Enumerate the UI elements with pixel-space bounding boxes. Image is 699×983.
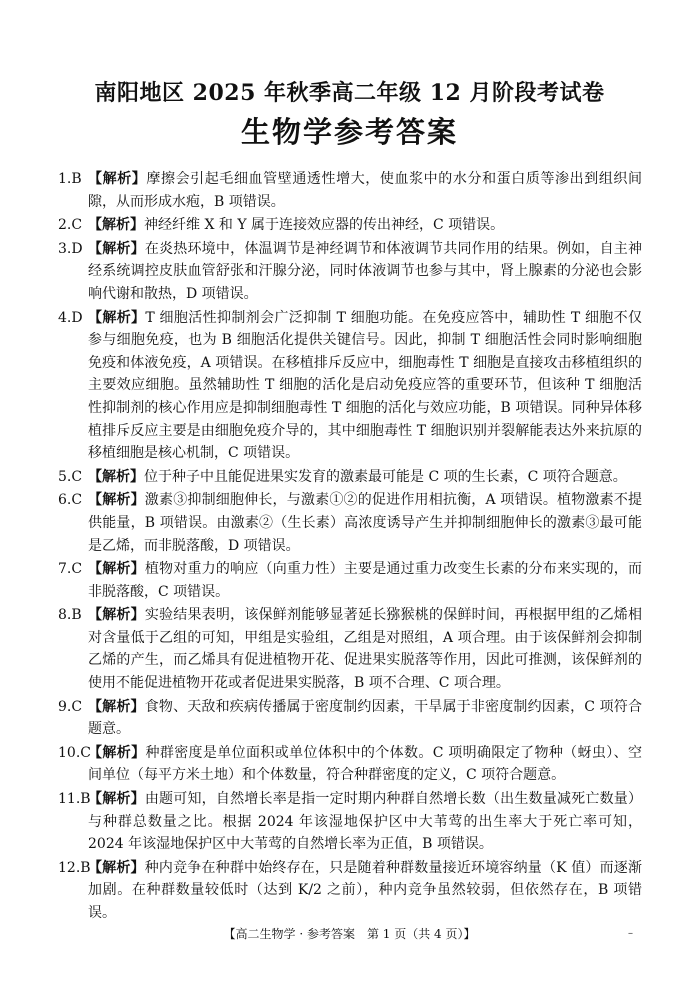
answer-item-10 bbox=[58, 742, 642, 787]
answer-item-3 bbox=[58, 238, 642, 306]
analysis-tag: 【解析】 bbox=[88, 309, 146, 326]
item-number: 9.C bbox=[58, 698, 83, 715]
item-number: 10.C bbox=[58, 744, 91, 761]
answer-item-11 bbox=[58, 788, 642, 856]
analysis-text: 种内竞争在种群中始终存在，只是随着种群数量接近环境容纳量（K 值）而逐渐加剧。在种群数量较低时（达到 K/2 之前），种内竞争虽然较弱，但依然存在，B 项错误。 bbox=[88, 859, 642, 921]
item-number: 7.C bbox=[58, 561, 83, 578]
analysis-tag: 【解析】 bbox=[88, 217, 144, 234]
analysis-tag: 【解析】 bbox=[88, 744, 146, 761]
exam-title: 南阳地区 2025 年秋季高二年级 12 月阶段考试卷 bbox=[94, 80, 605, 106]
analysis-text: T 细胞活性抑制剂会广泛抑制 T 细胞功能。在免疫应答中，辅助性 T 细胞不仅参与细胞免疫，也为 B 细胞活化提供关键信号。因此，抑制 T 细胞活性会同时影响细胞免疫和体液免疫，A 项错误。在移植排斥反应中，细胞毒性 T 细胞是直接攻击移植组织的主要效应细胞。虽然辅助性 T 细胞的活化是启动免疫应答的重要环节，但该种 T 细胞活性抑制剂的核心作用应是抑制细胞毒性 T 细胞的活化与效应功能，B 项错误。同种异体移植排斥反应主要是由细胞免疫介导的，其中细胞毒性 T 细胞识别并裂解能表达外来抗原的移植细胞是核心机制，C 项错误。 bbox=[88, 309, 643, 462]
analysis-tag: 【解析】 bbox=[88, 240, 145, 257]
page-footer: 【高二生物学 · 参考答案 第 1 页（共 4 页）】 bbox=[223, 927, 476, 941]
analysis-text: 植物对重力的响应（向重力性）主要是通过重力改变生长素的分布来实现的，而非脱落酸，C 项错误。 bbox=[88, 561, 642, 600]
analysis-tag: 【解析】 bbox=[88, 791, 145, 808]
answer-item-12 bbox=[58, 857, 642, 925]
answer-item-6 bbox=[58, 489, 642, 557]
analysis-text: 实验结果表明，该保鲜剂能够显著延长猕猴桃的保鲜时间，再根据甲组的乙烯相对含量低于乙组的可知，甲组是实验组，乙组是对照组，A 项合理。由于该保鲜剂会抑制乙烯的产生，而乙烯具有促进植物开花、促进果实脱落等作用，因此可推测，该保鲜剂的使用不能促进植物开花或者促进果实脱落，B 项不合理、C 项合理。 bbox=[88, 607, 642, 692]
item-number: 4.D bbox=[58, 309, 83, 326]
answer-item-5 bbox=[58, 466, 642, 489]
answer-item-8 bbox=[58, 604, 642, 694]
item-number: 12.B bbox=[58, 859, 91, 876]
analysis-tag: 【解析】 bbox=[88, 607, 145, 624]
analysis-tag: 【解析】 bbox=[88, 859, 145, 876]
answer-item-1 bbox=[58, 168, 642, 213]
answer-item-4 bbox=[58, 307, 642, 465]
answer-item-9 bbox=[58, 696, 642, 741]
analysis-text: 神经纤维 X 和 Y 属于连接效应器的传出神经，C 项错误。 bbox=[144, 217, 505, 234]
answer-list bbox=[58, 168, 642, 926]
analysis-tag: 【解析】 bbox=[88, 561, 145, 578]
analysis-text: 激素③抑制细胞伸长，与激素①②的促进作用相抗衡，A 项错误。植物激素不提供能量，B 项错误。由激素②（生长素）高浓度诱导产生并抑制细胞伸长的激素③最可能是乙烯，而非脱落酸，D 项错误。 bbox=[88, 492, 643, 554]
item-number: 11.B bbox=[58, 791, 91, 808]
answer-item-7 bbox=[58, 558, 642, 603]
corner-mark: – bbox=[628, 928, 633, 939]
item-number: 6.C bbox=[58, 492, 83, 509]
analysis-tag: 【解析】 bbox=[88, 698, 145, 715]
analysis-text: 种群密度是单位面积或单位体积中的个体数。C 项明确限定了物种（蚜虫）、空间单位（每平方米土地）和个体数量，符合种群密度的定义，C 项符合题意。 bbox=[88, 744, 643, 784]
item-number: 3.D bbox=[58, 240, 83, 257]
item-number: 5.C bbox=[58, 468, 83, 485]
analysis-text: 食物、天敌和疾病传播属于密度制约因素，干旱属于非密度制约因素，C 项符合题意。 bbox=[88, 698, 642, 738]
analysis-text: 在炎热环境中，体温调节是神经调节和体液调节共同作用的结果。例如，自主神经系统调控皮肤血管舒张和汗腺分泌，同时体液调节也参与其中，肾上腺素的分泌也会影响代谢和散热，D 项错误。 bbox=[88, 240, 642, 302]
analysis-text: 由题可知，自然增长率是指一定时期内种群自然增长数（出生数量减死亡数量）与种群总数量之比。根据 2024 年该湿地保护区中大苇莺的出生率大于死亡率可知，2024 年该湿地保护区中大苇莺的自然增长率为正值，B 项错误。 bbox=[88, 791, 642, 853]
analysis-tag: 【解析】 bbox=[88, 468, 144, 485]
analysis-text: 摩擦会引起毛细血管壁通透性增大，使血浆中的水分和蛋白质等渗出到组织间隙，从而形成水疱，B 项错误。 bbox=[88, 171, 643, 210]
analysis-text: 位于种子中且能促进果实发育的激素最可能是 C 项的生长素，C 项符合题意。 bbox=[144, 468, 627, 485]
item-number: 1.B bbox=[58, 171, 82, 187]
answer-key-title: 生物学参考答案 bbox=[240, 115, 458, 149]
analysis-tag: 【解析】 bbox=[88, 492, 145, 509]
answer-item-2 bbox=[58, 214, 642, 237]
analysis-tag: 【解析】 bbox=[88, 171, 147, 187]
item-number: 8.B bbox=[58, 607, 82, 624]
item-number: 2.C bbox=[58, 217, 83, 234]
